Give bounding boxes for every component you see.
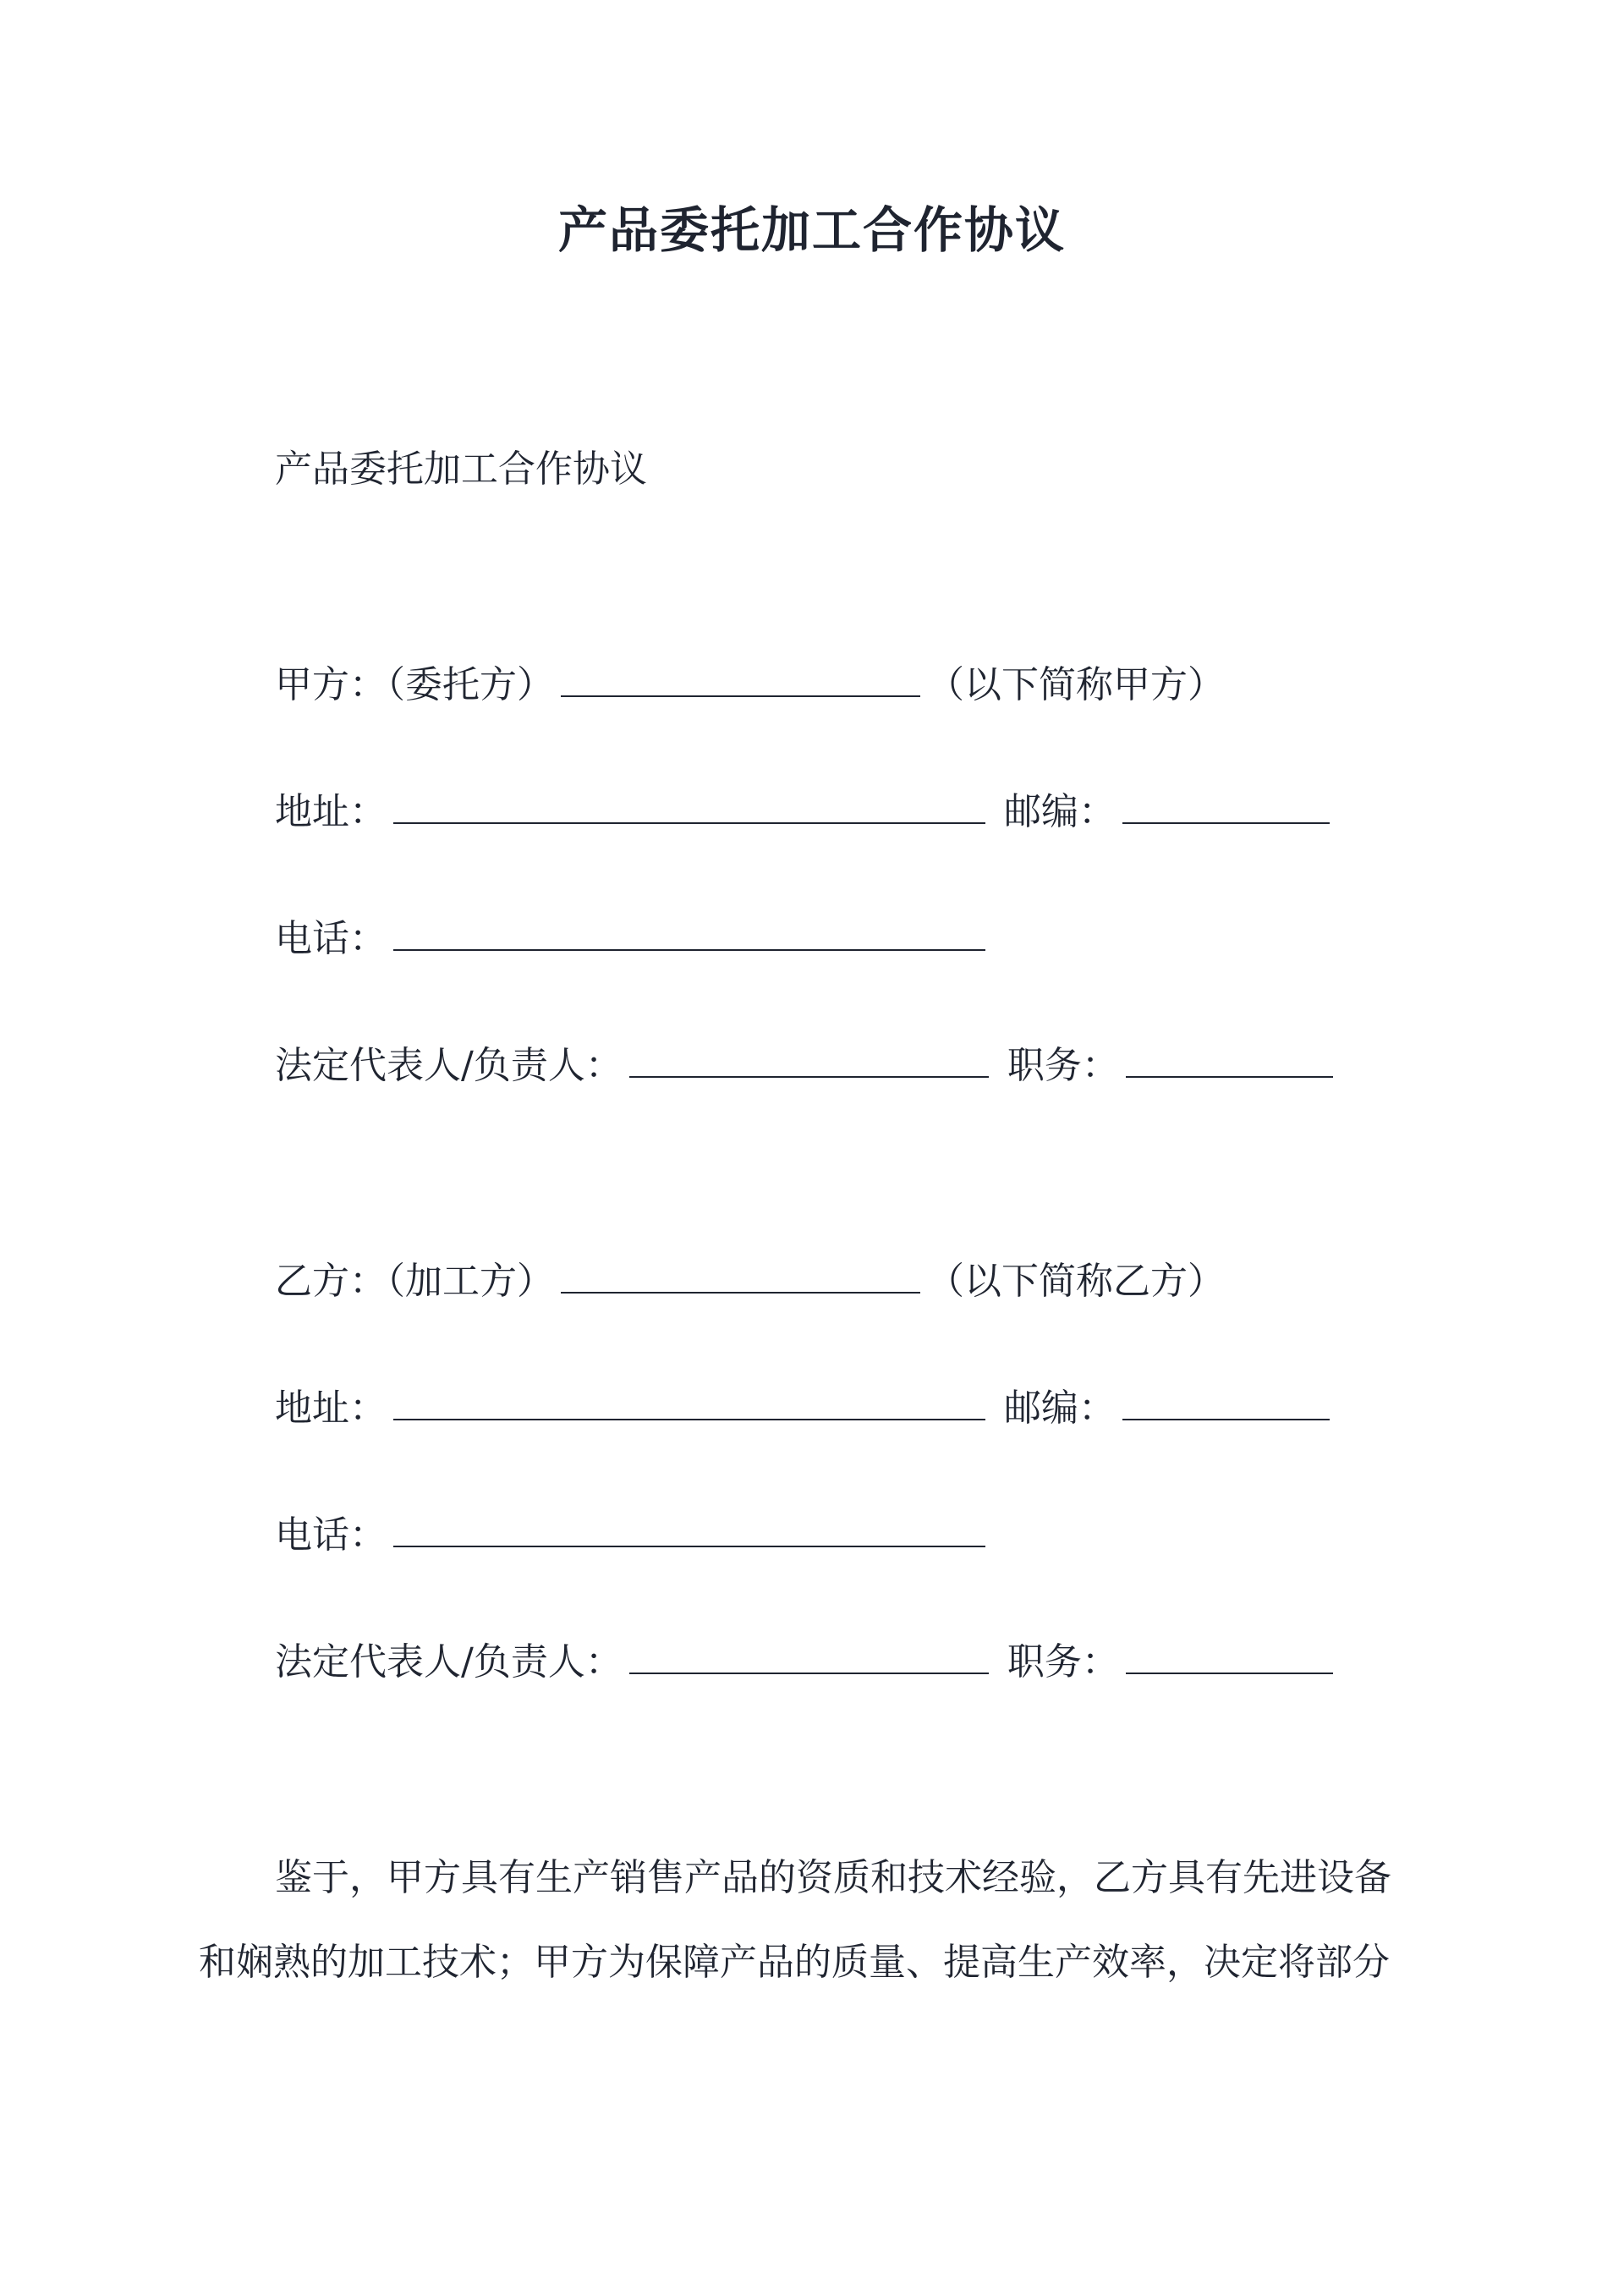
party-a-phone-row xyxy=(275,914,992,964)
party-a-postcode-label: 邮编： xyxy=(1004,790,1116,833)
party-a-position-field[interactable] xyxy=(1126,1042,1333,1078)
party-a-intro-label: 甲方：（委托方） xyxy=(275,663,554,706)
party-b-phone-row xyxy=(275,1510,992,1561)
party-b-position-field[interactable] xyxy=(1126,1639,1333,1674)
party-a-position-label: 职务： xyxy=(1007,1044,1119,1087)
body-paragraph-line-1 xyxy=(199,1853,1425,1903)
party-b-representative-field[interactable] xyxy=(629,1639,989,1674)
party-b-phone-field[interactable] xyxy=(393,1512,985,1547)
body-paragraph-text-2: 和娴熟的加工技术；甲方为保障产品的质量、提高生产效率，决定将部分 xyxy=(199,1941,1390,1984)
party-b-intro-row xyxy=(275,1256,1225,1307)
party-b-representative-label: 法定代表人/负责人： xyxy=(275,1640,623,1684)
party-b-intro-suffix: （以下简称乙方） xyxy=(927,1260,1225,1303)
party-b-address-field[interactable] xyxy=(393,1385,985,1420)
party-a-address-label: 地址： xyxy=(275,790,387,833)
party-a-phone-field[interactable] xyxy=(393,915,985,951)
party-a-representative-label: 法定代表人/负责人： xyxy=(275,1044,623,1087)
party-b-name-field[interactable] xyxy=(561,1258,920,1294)
party-a-phone-label: 电话： xyxy=(275,917,387,960)
party-b-postcode-label: 邮编： xyxy=(1004,1387,1116,1430)
party-a-postcode-field[interactable] xyxy=(1122,788,1330,824)
party-b-representative-row xyxy=(275,1637,1340,1688)
party-a-address-field[interactable] xyxy=(393,788,985,824)
party-b-postcode-field[interactable] xyxy=(1122,1385,1330,1420)
party-a-representative-row xyxy=(275,1041,1340,1091)
party-b-phone-label: 电话： xyxy=(275,1513,387,1557)
party-a-name-field[interactable] xyxy=(561,662,920,697)
party-b-position-label: 职务： xyxy=(1007,1640,1119,1684)
party-b-address-row xyxy=(275,1383,1336,1434)
party-a-representative-field[interactable] xyxy=(629,1042,989,1078)
document-title: 产品委托加工合作协议 xyxy=(557,201,1066,259)
document-subtitle: 产品委托加工合作协议 xyxy=(275,448,647,491)
body-paragraph-text-1: 鉴于，甲方具有生产销售产品的资质和技术经验，乙方具有先进设备 xyxy=(275,1856,1391,1899)
party-a-address-row xyxy=(275,787,1336,838)
party-a-intro-row xyxy=(275,660,1225,711)
party-a-intro-suffix: （以下简称甲方） xyxy=(927,663,1225,706)
body-paragraph-line-2 xyxy=(199,1937,1425,1988)
party-b-intro-label: 乙方：（加工方） xyxy=(275,1260,554,1303)
party-b-address-label: 地址： xyxy=(275,1387,387,1430)
